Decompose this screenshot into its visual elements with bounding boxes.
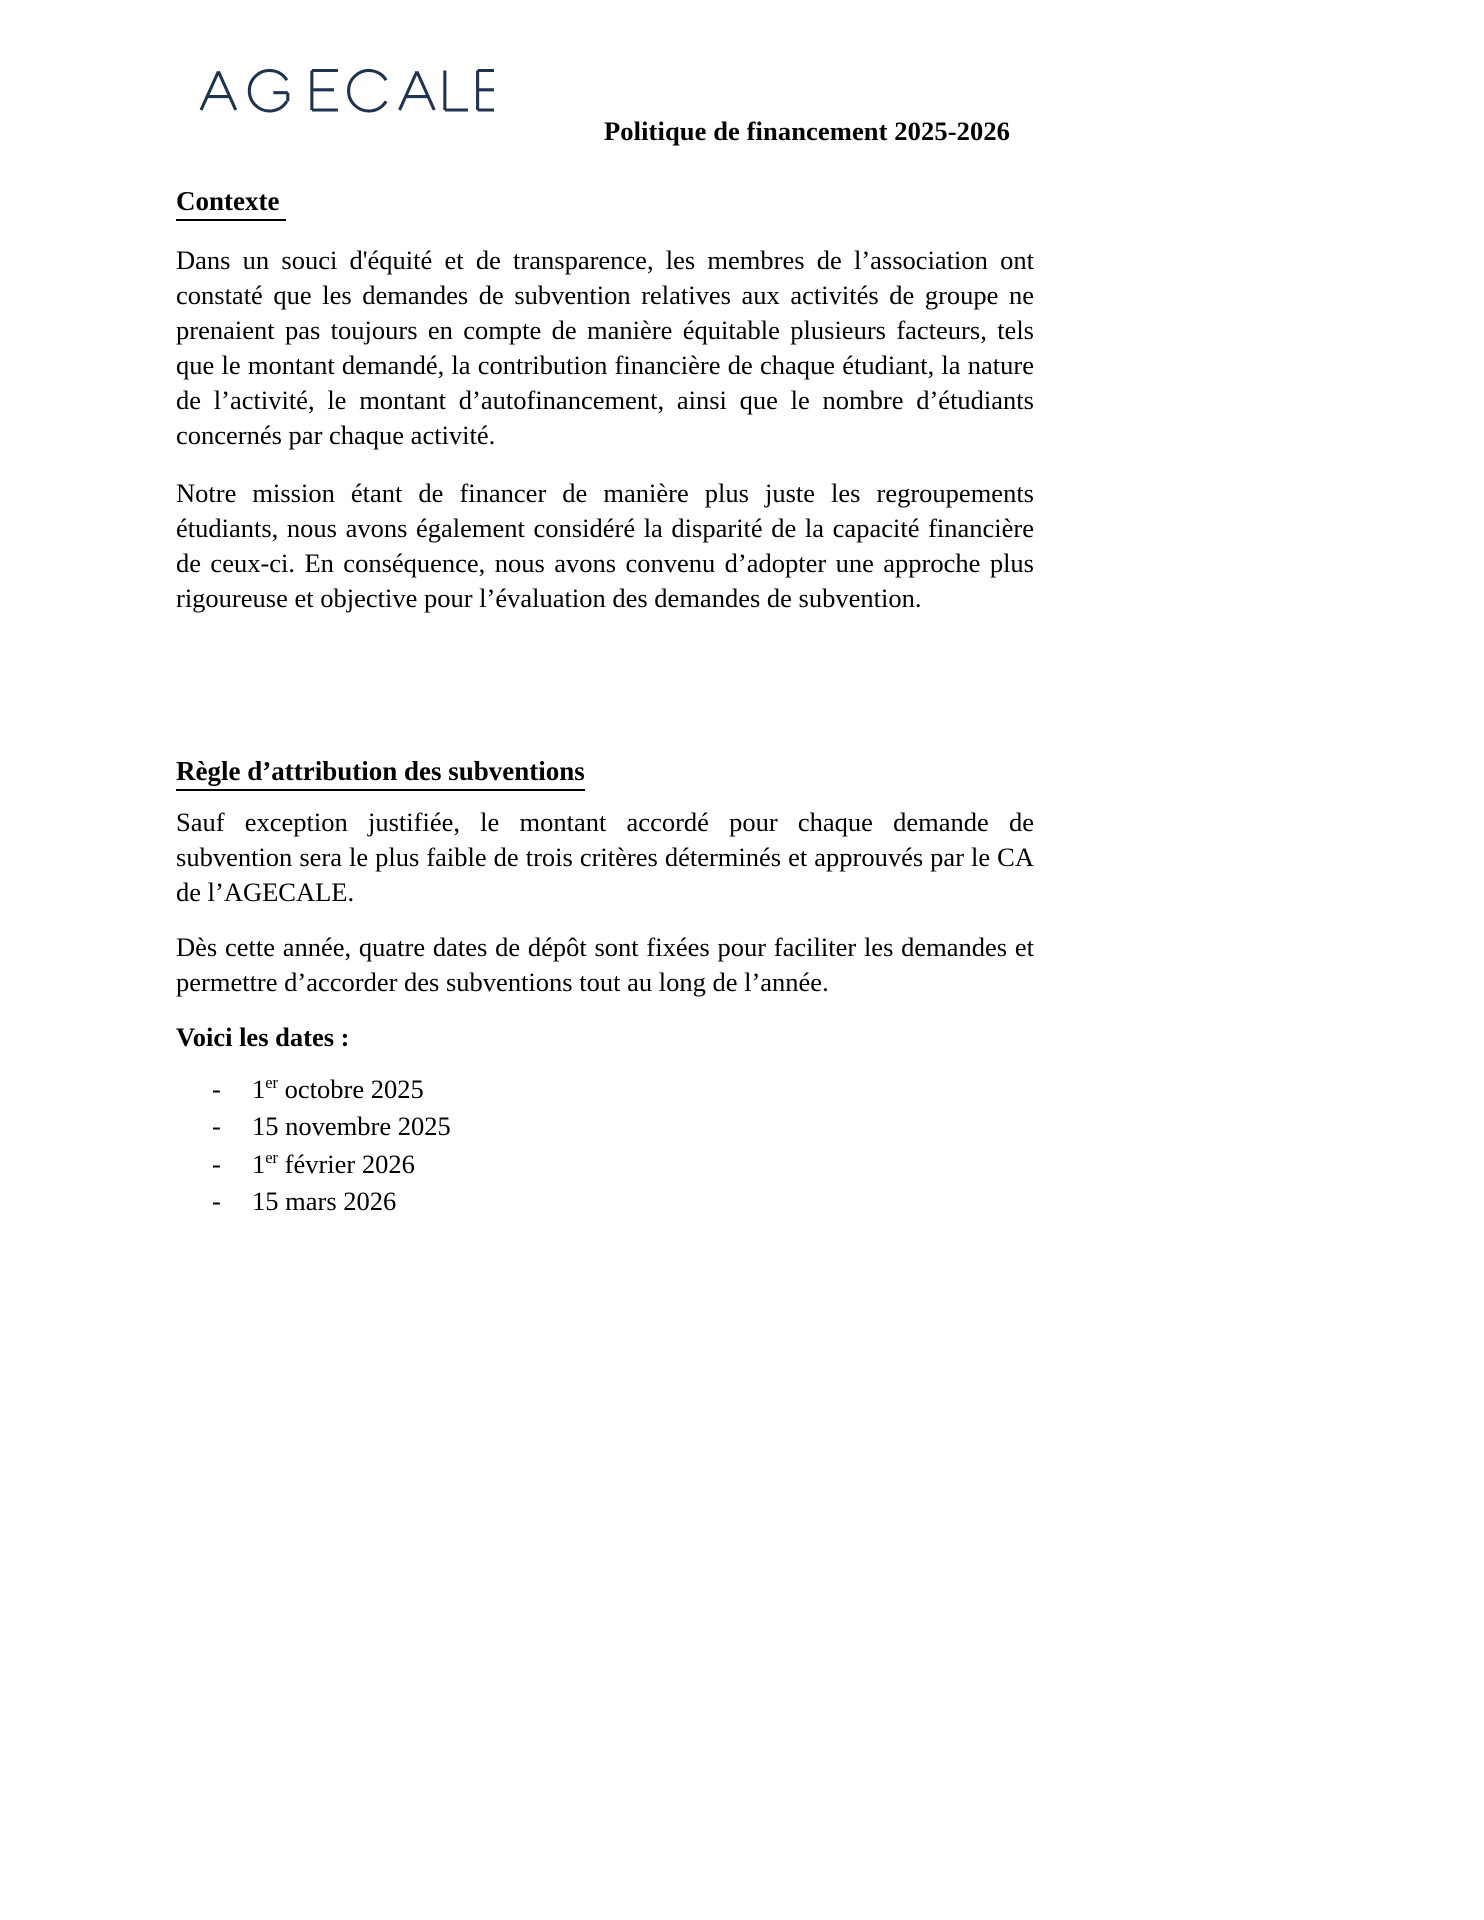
list-item — [212, 1183, 1034, 1220]
date-label-3: 1er février 2026 — [252, 1147, 415, 1179]
bullet-dash: - — [212, 1111, 221, 1142]
list-item — [212, 1071, 1034, 1108]
dates-list-intro: Voici les dates : — [176, 1022, 350, 1053]
paragraph-contexte-2: Notre mission étant de financer de manière plus juste les regroupements étudiants, nous avons également considéré la disparité de la capacité financière de ceux-ci. En conséquence, nous avons convenu d’adopter une approche plus rigoureuse et objective pour l’évaluation des demandes de subvention. — [176, 477, 1034, 613]
agecale-logo — [176, 48, 494, 120]
section-spacer — [176, 638, 1034, 756]
date-label-4: 15 mars 2026 — [252, 1185, 397, 1216]
document-header — [0, 48, 1484, 146]
section-heading-regle-wrap — [176, 756, 1034, 791]
section-heading-regle: Règle d’attribution des subventions — [176, 756, 585, 791]
list-item — [212, 1146, 1034, 1183]
section-heading-contexte: Contexte — [176, 186, 286, 221]
bullet-dash: - — [212, 1073, 221, 1104]
ordinal-suffix: er — [265, 1072, 279, 1092]
document-title: Politique de financement 2025-2026 — [604, 116, 1011, 146]
paragraph-regle-1: Sauf exception justifiée, le montant accordé pour chaque demande de subvention sera le plus faible de trois critères déterminés et approuvés par le CA de l’AGECALE. — [176, 806, 1034, 908]
document-body — [176, 186, 1034, 1220]
date-label-1: 1er octobre 2025 — [252, 1072, 424, 1104]
section-heading-contexte-wrap — [176, 186, 1034, 221]
bullet-dash: - — [212, 1148, 221, 1179]
ordinal-suffix: er — [265, 1147, 279, 1167]
dates-list — [176, 1071, 1034, 1220]
bullet-dash: - — [212, 1185, 221, 1216]
paragraph-contexte-1: Dans un souci d'équité et de transparence, les membres de l’association ont constaté que les demandes de subvention relatives aux activités de groupe ne prenaient pas toujours en compte de manière équitable plusieurs facteurs, tels que le montant demandé, la contribution financière de chaque étudiant, la nature de l’activité, le montant d’autofinancement, ainsi que le nombre d’étudiants concernés par chaque activité. — [176, 244, 1034, 451]
paragraph-regle-2: Dès cette année, quatre dates de dépôt sont fixées pour faciliter les demandes et permettre d’accorder des subventions tout au long de l’année. — [176, 932, 1034, 998]
list-item — [212, 1108, 1034, 1145]
date-label-2: 15 novembre 2025 — [252, 1111, 451, 1142]
